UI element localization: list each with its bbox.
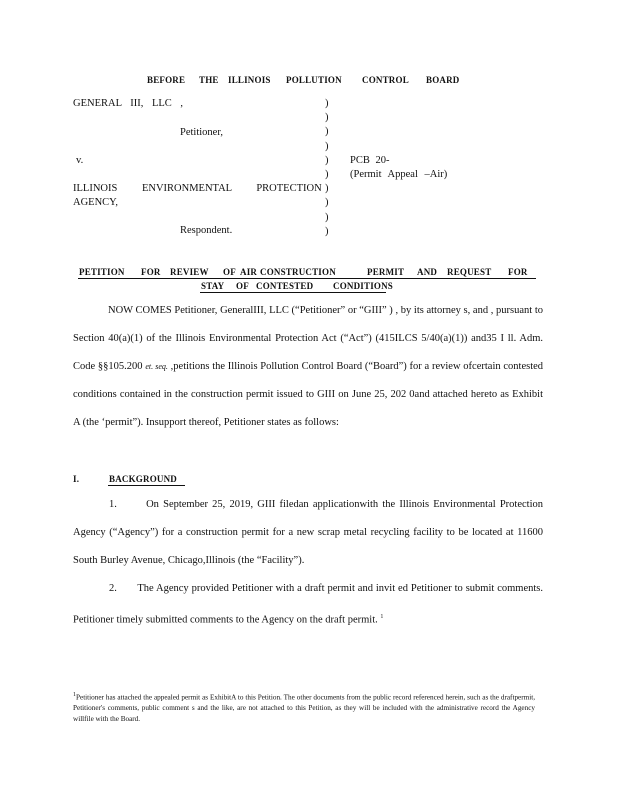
petitioner-role: Petitioner,: [180, 127, 224, 138]
court-header-word: ILLINOIS: [228, 75, 271, 85]
title-word: CONDITIONS: [333, 281, 394, 291]
title-word: STAY: [201, 281, 225, 291]
numbered-paragraph: 2. The Agency provided Petitioner with a draft permit and invit ed Petitioner to submit comments. Petitioner timely submitted comments to the Agency on the draft permit. $^1$: [73, 583, 544, 626]
title-word: REVIEW: [170, 267, 209, 277]
title-word: CONSTRUCTION: [260, 267, 336, 277]
title-word: AIR: [240, 267, 258, 277]
case-number: PCB 20-: [350, 155, 390, 166]
footnote-text: Petitioner has attached the appealed permit as ExhibitA to this Petition. The other documents from the public record referenced herein, such as the draftpermit, Petitioner's comments, public comment s and the like, are not attached to this Petition, as they will be included with the administrative record the Agency willfile with the Board.: [73, 693, 535, 723]
caption-paren-column: ) ) ) ) ) ) ) ) ) ): [325, 98, 329, 237]
versus-label: v.: [76, 155, 84, 166]
footnote: [73, 690, 535, 724]
petitioner-name: GENERAL III, LLC ,: [73, 98, 184, 109]
title-word: FOR: [141, 267, 161, 277]
et-seq-italic: et. seq.: [145, 362, 168, 371]
section-title-underline: [108, 485, 185, 486]
case-type: (Permit Appeal –Air): [350, 169, 448, 180]
title-underline: [78, 278, 536, 279]
footnote-marker: 1: [73, 692, 76, 698]
court-header-word: THE: [199, 75, 219, 85]
respondent-name-line1: ILLINOIS ENVIRONMENTAL PROTECTION: [73, 183, 322, 194]
court-header-word: BOARD: [426, 75, 460, 85]
court-header-word: POLLUTION: [286, 75, 342, 85]
footnote-reference[interactable]: 1: [380, 614, 384, 620]
paragraph-number: 2.: [109, 583, 117, 594]
title-word: PERMIT: [367, 267, 405, 277]
title-underline: [200, 292, 386, 293]
title-word: CONTESTED: [256, 281, 314, 291]
section-number: I.: [73, 474, 80, 484]
respondent-name-line2: AGENCY,: [73, 197, 119, 208]
title-word: AND: [417, 267, 438, 277]
respondent-role: Respondent.: [180, 225, 233, 236]
section-title: BACKGROUND: [109, 474, 178, 484]
court-header-word: CONTROL: [362, 75, 409, 85]
court-header-word: BEFORE: [147, 75, 186, 85]
paragraph-number: 1.: [109, 499, 117, 510]
title-word: FOR: [508, 267, 528, 277]
numbered-paragraph: 1. On September 25, 2019, GIII filedan applicationwith the Illinois Environmental Protection Agency (“Agency”) for a construction permit for a new scrap metal recycling facility to be located at 11600 South Burley Avenue, Chicago,Illinois (the “Facility”).: [73, 499, 543, 566]
title-word: REQUEST: [447, 267, 492, 277]
intro-paragraph: NOW COMES Petitioner, GeneralIII, LLC (“Petitioner” or “GIII” ) , by its attorney s, and , pursuant to Section 40(a)(1) of the Illinois Environmental Protection Act (“Act”) (415ILCS 5/40(a)(1)) and35 I ll. Adm. Code §§105.200 et. seq. ,petitions the Illinois Pollution Control Board (“Board”) for a review ofcertain contested conditions contained in the construction permit issued to GIII on June 25, 202 0and attached hereto as Exhibit A (the ‘permit”). Insupport thereof, Petitioner states as follows:: [73, 305, 544, 428]
title-word: OF: [223, 267, 236, 277]
title-word: OF: [236, 281, 249, 291]
title-word: PETITION: [79, 267, 125, 277]
